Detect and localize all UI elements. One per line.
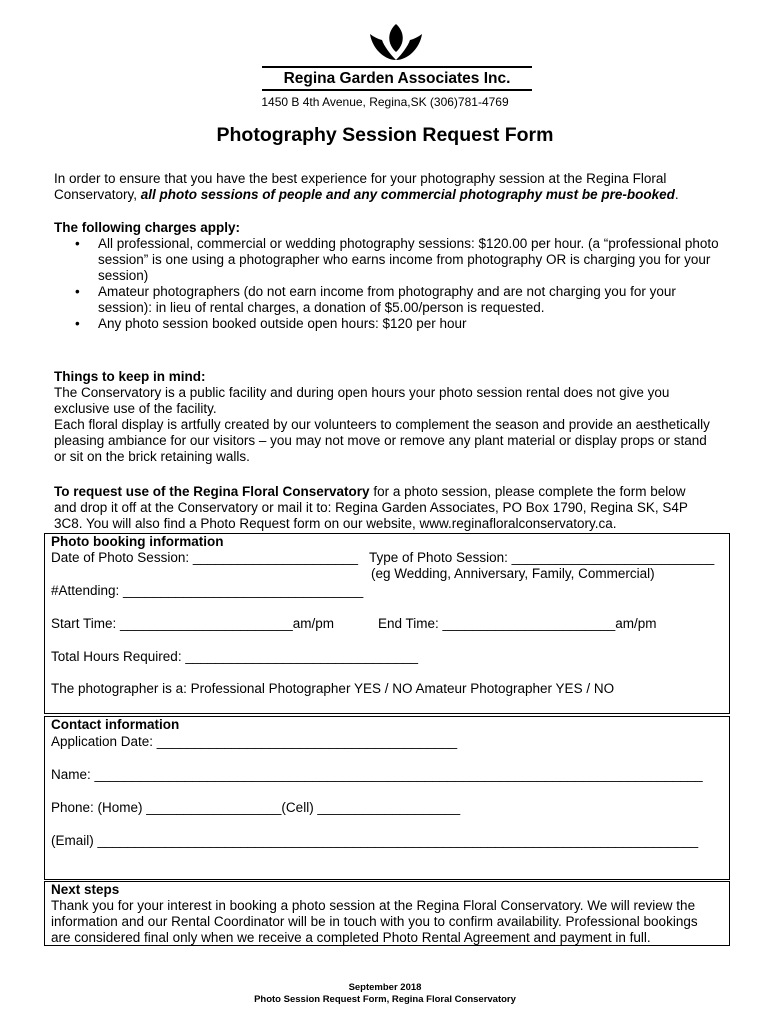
photo-type-field[interactable]: Type of Photo Session: ___________________________ <box>369 550 715 565</box>
request-line1: for a photo session, please complete the form below <box>369 484 686 499</box>
bullet-icon: • <box>75 316 80 331</box>
list-item <box>54 284 722 316</box>
email-field[interactable]: (Email) ________________________________________________________________________________ <box>51 833 699 848</box>
charges-heading: The following charges apply: <box>54 220 241 235</box>
contact-heading: Contact information <box>51 717 180 732</box>
keep-in-mind-para2: Each floral display is artfully created by our volunteers to complement the season and provide an aesthetically pleasing ambiance for our visitors – you may not move or remove any plant material or display props or stand or sit on the brick retaining walls. <box>54 417 710 464</box>
charges-list <box>54 236 722 332</box>
end-time-field[interactable]: End Time: _______________________am/pm <box>378 616 657 631</box>
footer-form-name: Photo Session Request Form, Regina Floral Conservatory <box>254 994 516 1005</box>
request-line3: 3C8. You will also find a Photo Request form on our website, www.reginafloralconservatory.ca. <box>54 516 617 531</box>
request-paragraph <box>54 484 722 532</box>
application-date-field[interactable]: Application Date: ________________________________________ <box>51 734 458 749</box>
next-steps-line3: are considered final only when we receive a completed Photo Rental Agreement and payment in full. <box>51 930 651 945</box>
keep-in-mind-para1: The Conservatory is a public facility and during open hours your photo session rental does not give you exclusive use of the facility. <box>54 385 670 416</box>
org-name: Regina Garden Associates Inc. <box>262 66 532 91</box>
booking-section <box>44 533 730 714</box>
photo-date-field[interactable]: Date of Photo Session: ______________________ <box>51 550 359 565</box>
start-time-field[interactable]: Start Time: _______________________am/pm <box>51 616 334 631</box>
bullet-icon: • <box>75 236 80 251</box>
request-bold: To request use of the Regina Floral Conservatory <box>54 484 370 499</box>
photographer-type-field[interactable]: The photographer is a: Professional Photographer YES / NO Amateur Photographer YES / NO <box>51 681 615 696</box>
list-item <box>54 236 722 284</box>
footer <box>0 982 770 1006</box>
charge-text: Amateur photographers (do not earn income from photography and are not charging you for your session): in lieu of rental charges, a donation of $5.00/person is requested. <box>98 284 676 315</box>
request-line2: and drop it off at the Conservatory or mail it to: Regina Garden Associates, PO Box 1790, Regina SK, S4P <box>54 500 688 515</box>
org-address: 1450 B 4th Avenue, Regina,SK (306)781-4769 <box>261 95 509 109</box>
intro-emphasis: all photo sessions of people and any commercial photography must be pre-booked <box>140 187 675 202</box>
charge-text: Any photo session booked outside open hours: $120 per hour <box>98 316 467 331</box>
booking-heading: Photo booking information <box>51 534 224 549</box>
phone-field[interactable]: Phone: (Home) __________________(Cell) ___________________ <box>51 800 461 815</box>
name-field[interactable]: Name: _________________________________________________________________________________ <box>51 767 703 782</box>
attending-field[interactable]: #Attending: ________________________________ <box>51 583 364 598</box>
footer-date: September 2018 <box>348 982 422 993</box>
bullet-icon: • <box>75 284 80 299</box>
total-hours-field[interactable]: Total Hours Required: _______________________________ <box>51 649 419 664</box>
intro-text: In order to ensure that you have the best experience for your photography session at the Regina Floral Conservatory, <box>54 171 667 202</box>
next-steps-line1: Thank you for your interest in booking a photo session at the Regina Floral Conservatory. We will review the <box>51 898 696 913</box>
keep-in-mind-heading: Things to keep in mind: <box>54 369 206 384</box>
intro-end: . <box>674 187 679 202</box>
next-steps-line2: information and our Rental Coordinator will be in touch with you to confirm availability. Professional bookings <box>51 914 698 929</box>
page-title: Photography Session Request Form <box>216 124 554 146</box>
list-item <box>54 316 722 332</box>
keep-in-mind-section <box>54 369 722 465</box>
leaf-hands-icon <box>366 22 426 64</box>
contact-section <box>44 716 730 880</box>
photo-type-hint: (eg Wedding, Anniversary, Family, Commercial) <box>371 566 655 581</box>
charge-text: All professional, commercial or wedding photography sessions: $120.00 per hour. (a “professional photo session” is one using a photographer who earns income from photography OR is charging you for your session) <box>98 236 719 283</box>
next-steps-heading: Next steps <box>51 882 120 897</box>
intro-paragraph <box>54 171 722 203</box>
next-steps-section <box>44 881 730 946</box>
